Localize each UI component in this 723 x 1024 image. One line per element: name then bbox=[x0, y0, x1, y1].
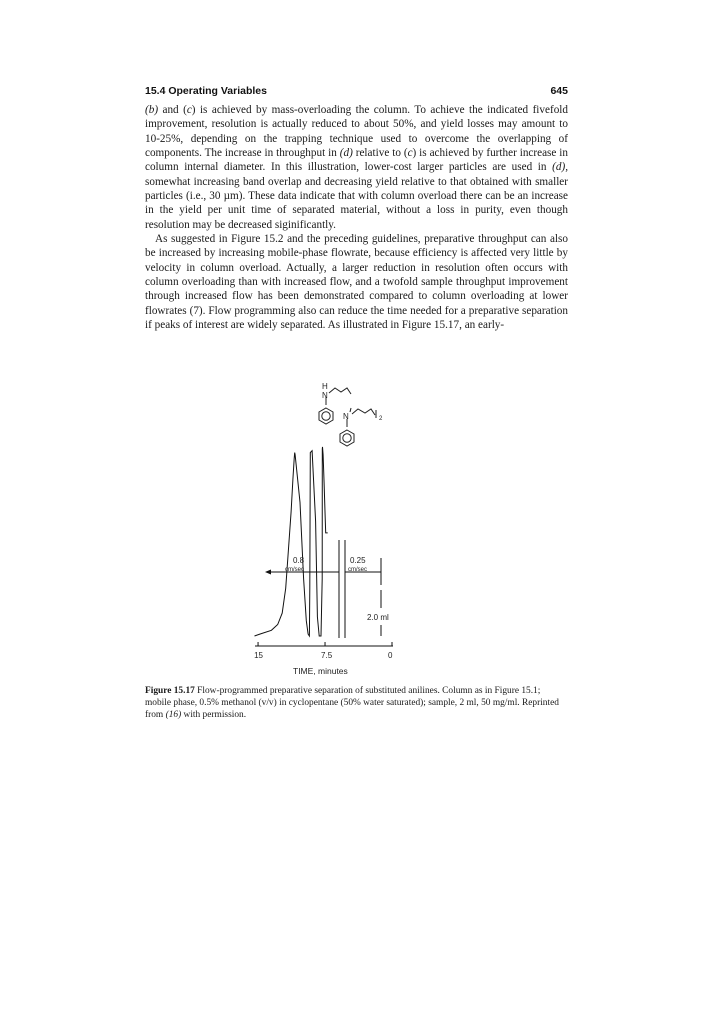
text-italic: (d), bbox=[552, 161, 568, 174]
x-tick-label: 7.5 bbox=[321, 651, 333, 660]
x-ticks bbox=[254, 642, 393, 660]
arrowhead-left bbox=[265, 570, 271, 575]
text-italic: (d) bbox=[339, 147, 353, 160]
caption-text-end: with permission. bbox=[181, 710, 247, 721]
annotation-flow-0.8-unit: cm/sec bbox=[285, 567, 305, 573]
paragraph-2: As suggested in Figure 15.2 and the preceding guidelines, preparative throughput can also be increased by increasing mobile-phase flowrate, because efficiency is affected very little by velocity in column overload. Actually, a larger reduction in resolution often occurs with column overloading than with increased flow, and a twofold sample throughput improvement through increased flow has been demonstrated compared to column overloading at lower flowrates (7). Flow programming also can reduce the time needed for a preparative separation if peaks of interest are widely separated. As illustrated in Figure 15.17, an early- bbox=[145, 233, 568, 332]
section-title: 15.4 Operating Variables bbox=[145, 85, 267, 97]
x-axis-label: TIME, minutes bbox=[293, 666, 348, 676]
text-run: ) is achieved by further increase in column internal diameter. In this illustration, lower-cost larger particles are used in bbox=[145, 147, 568, 174]
text-run: and ( bbox=[158, 104, 187, 116]
text-italic: c bbox=[186, 104, 192, 116]
paragraph-1 bbox=[145, 103, 568, 232]
body-text bbox=[145, 103, 568, 333]
text-run: somewhat increasing band overlap and decreasing yield relative to that obtained with smaller particles (i.e., 30 µm). These data indicate that with column overload there can be an increase in the yield per unit time of separated material, without a loss in purity, even though resolution may be decreased siginificantly. bbox=[145, 175, 568, 231]
text-italic: c bbox=[407, 147, 413, 160]
caption-text: Flow-programmed preparative separation of substituted anilines. Column as in Figure 15.1; mobile phase, 0.5% methanol (v/v) in cyclopentane (50% water saturated); sample, 2 ml, 50 mg/ml. Reprinted from bbox=[145, 686, 559, 721]
text-italic: (b) bbox=[145, 104, 159, 116]
text-run: ) is achieved by mass-overloading the column. To achieve the indicated fivefold improvement, resolution is actually reduced to about 50%, and yield losses may amount to 10-25%, depending on the trapping technique used to overcome the overlapping of components. The increase in throughput in bbox=[145, 104, 568, 160]
annotation-flow-0.25-unit: cm/sec bbox=[348, 567, 368, 573]
annotation-volume: 2.0 ml bbox=[367, 613, 389, 622]
chromatogram-plot bbox=[255, 380, 435, 680]
running-header bbox=[145, 85, 568, 99]
page-number: 645 bbox=[550, 85, 568, 97]
structure-label-n2: N bbox=[343, 412, 349, 421]
annotation-flow-0.8: 0.8 bbox=[293, 556, 305, 565]
caption-label: Figure 15.17 bbox=[145, 686, 195, 696]
x-tick-label: 15 bbox=[254, 651, 263, 660]
figure-15-17 bbox=[255, 380, 435, 680]
structure-label-n1: N bbox=[322, 391, 328, 400]
structure-label-sub2: 2 bbox=[379, 416, 383, 422]
x-tick-label: 0 bbox=[388, 651, 393, 660]
annotation-flow-0.25: 0.25 bbox=[350, 556, 366, 565]
structure-label-h: H bbox=[322, 382, 328, 391]
text-run: relative to ( bbox=[352, 147, 408, 160]
chromatogram-trace bbox=[255, 447, 328, 636]
caption-ref: (16) bbox=[165, 710, 182, 721]
figure-caption bbox=[145, 685, 568, 722]
